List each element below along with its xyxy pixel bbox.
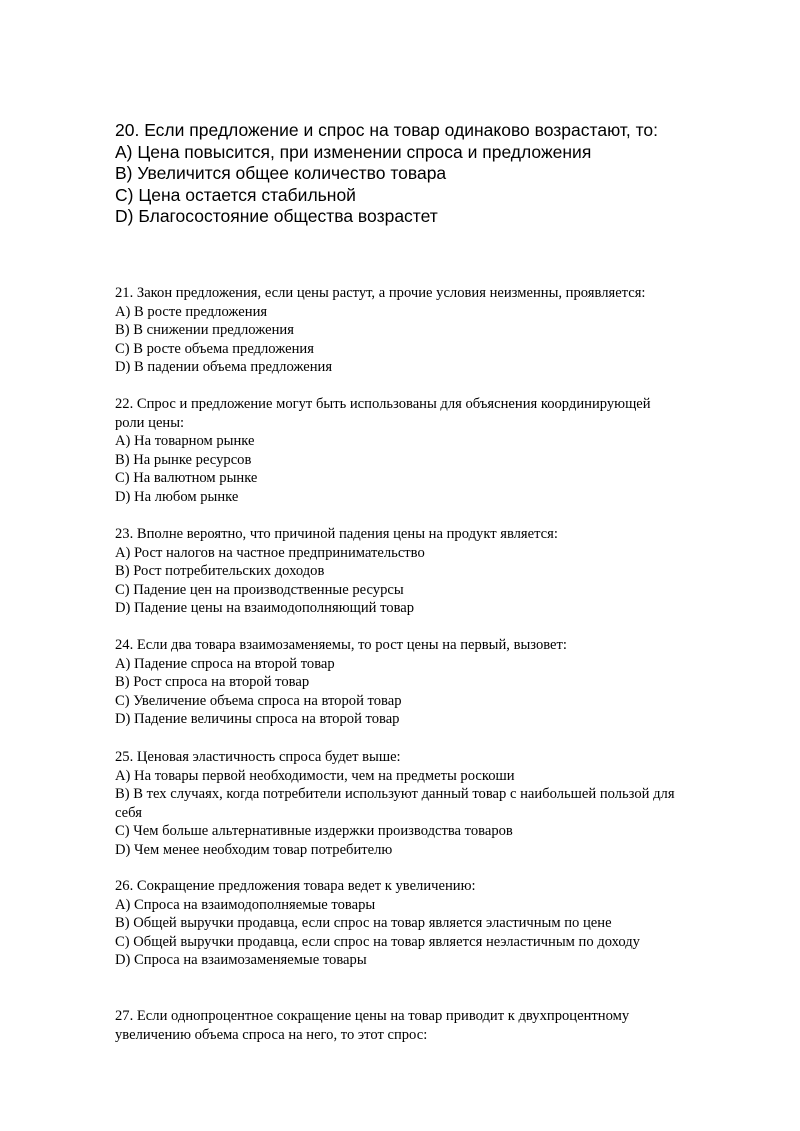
question-25 bbox=[115, 748, 755, 860]
question-24-option-b: B) Рост спроса на второй товар bbox=[115, 674, 310, 691]
question-25-option-d: D) Чем менее необходим товар потребителю bbox=[115, 841, 393, 858]
question-24 bbox=[115, 636, 755, 729]
question-22-option-c: C) На валютном рынке bbox=[115, 470, 258, 487]
question-27-title-line-2: увеличению объема спроса на него, то этот спрос: bbox=[115, 1026, 428, 1043]
question-23-title: 23. Вполне вероятно, что причиной падения цены на продукт является: bbox=[115, 526, 558, 542]
question-24-title: 24. Если два товара взаимозаменяемы, то рост цены на первый, вызовет: bbox=[115, 637, 567, 653]
question-25-option-a: A) На товары первой необходимости, чем на предметы роскоши bbox=[115, 767, 515, 784]
question-21-option-b: B) В снижении предложения bbox=[115, 322, 294, 339]
question-27-title-line-1: 27. Если однопроцентное сокращение цены на товар приводит к двухпроцентному bbox=[115, 1008, 630, 1024]
question-24-option-c: C) Увеличение объема спроса на второй товар bbox=[115, 692, 402, 709]
question-21-title: 21. Закон предложения, если цены растут, а прочие условия неизменны, проявляется: bbox=[115, 285, 646, 301]
question-20-title: 20. Если предложение и спрос на товар одинаково возрастают, то: bbox=[115, 120, 659, 140]
question-23-option-a: A) Рост налогов на частное предпринимательство bbox=[115, 544, 425, 561]
question-26-title: 26. Сокращение предложения товара ведет к увеличению: bbox=[115, 878, 476, 894]
question-22-option-d: D) На любом рынке bbox=[115, 488, 239, 505]
question-23 bbox=[115, 525, 755, 618]
question-21-option-d: D) В падении объема предложения bbox=[115, 359, 333, 376]
question-26 bbox=[115, 877, 755, 970]
question-24-option-d: D) Падение величины спроса на второй товар bbox=[115, 711, 400, 728]
question-20 bbox=[115, 120, 755, 228]
question-22-title-line-2: роли цены: bbox=[115, 414, 185, 431]
question-20-option-d: D) Благосостояние общества возрастет bbox=[115, 206, 438, 226]
question-27 bbox=[115, 1007, 755, 1044]
question-24-option-a: A) Падение спроса на второй товар bbox=[115, 655, 335, 672]
question-20-option-c: C) Цена остается стабильной bbox=[115, 184, 356, 205]
question-21-option-c: C) В росте объема предложения bbox=[115, 340, 314, 357]
question-22-option-a: A) На товарном рынке bbox=[115, 433, 255, 450]
question-25-option-b-line-1: B) В тех случаях, когда потребители используют данный товар с наибольшей пользой для bbox=[115, 786, 675, 803]
question-25-title: 25. Ценовая эластичность спроса будет выше: bbox=[115, 749, 401, 765]
question-22-option-b: B) На рынке ресурсов bbox=[115, 451, 252, 468]
question-25-option-c: C) Чем больше альтернативные издержки производства товаров bbox=[115, 823, 513, 840]
question-26-option-d: D) Спроса на взаимозаменяемые товары bbox=[115, 952, 367, 969]
question-22 bbox=[115, 395, 755, 507]
question-23-option-b: B) Рост потребительских доходов bbox=[115, 563, 325, 580]
question-20-option-b: B) Увеличится общее количество товара bbox=[115, 163, 447, 183]
question-20-option-a: A) Цена повысится, при изменении спроса и предложения bbox=[115, 141, 592, 162]
question-26-option-b: B) Общей выручки продавца, если спрос на товар является эластичным по цене bbox=[115, 915, 612, 932]
question-26-option-c: C) Общей выручки продавца, если спрос на товар является неэластичным по доходу bbox=[115, 933, 640, 950]
question-21-option-a: A) В росте предложения bbox=[115, 303, 268, 320]
question-23-option-d: D) Падение цены на взаимодополняющий товар bbox=[115, 600, 415, 617]
question-25-option-b-line-2: себя bbox=[115, 804, 142, 821]
question-21 bbox=[115, 284, 755, 377]
question-23-option-c: C) Падение цен на производственные ресурсы bbox=[115, 581, 404, 598]
question-22-title-line-1: 22. Спрос и предложение могут быть использованы для объяснения координирующей bbox=[115, 396, 651, 412]
question-26-option-a: A) Спроса на взаимодополняемые товары bbox=[115, 896, 376, 913]
